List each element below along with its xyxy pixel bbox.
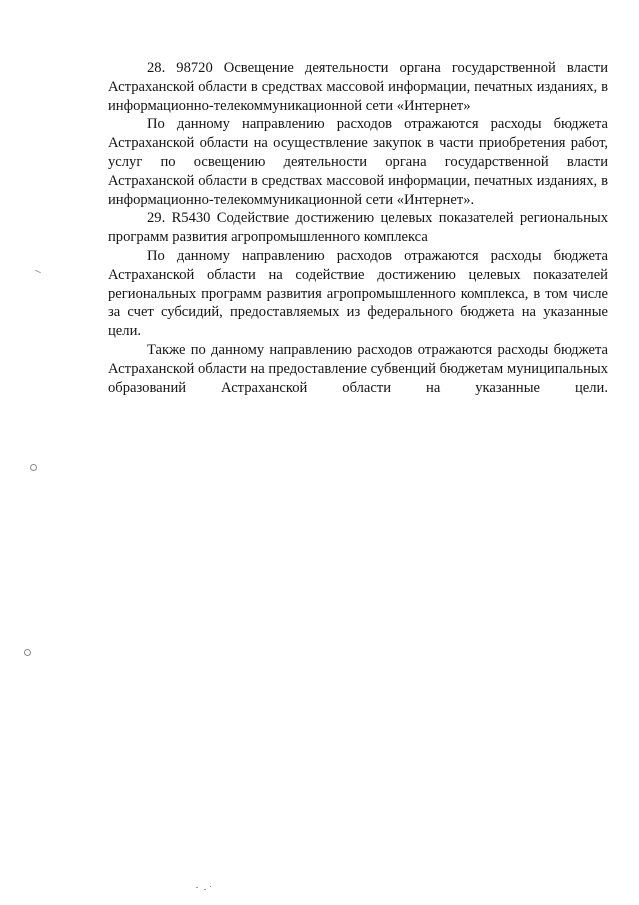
section-29-additional-note: Также по данному направлению расходов отражаются расходы бюджета Астраханской области на предоставление субвенций бюджетам муниципальных образований Астраханской области на указанные цели. [108,341,608,396]
scan-speck [35,270,41,273]
punch-hole-mark [24,649,31,656]
document-body [108,59,608,397]
section-29-heading: 29. R5430 Содействие достижению целевых показателей региональных программ развития агропромышленного комплекса [108,210,608,246]
section-28-description: По данному направлению расходов отражаются расходы бюджета Астраханской области на осуществление закупок в части приобретения работ, услуг по освещению деятельности органа государственной власти Астраханской области в средствах массовой информации, печатных изданиях, в информационно-телекоммуникационной сети «Интернет». [108,116,608,208]
scan-speck [196,887,198,888]
scan-speck [204,889,206,890]
punch-hole-mark [30,464,37,471]
scan-speck [210,886,211,887]
section-28-heading: 28. 98720 Освещение деятельности органа государственной власти Астраханской области в средствах массовой информации, печатных изданиях, в информационно-телекоммуникационной сети «Интернет» [108,60,608,114]
section-29-description: По данному направлению расходов отражаются расходы бюджета Астраханской области на содействие достижению целевых показателей региональных программ развития агропромышленного комплекса, в том числе за счет субсидий, предоставляемых из федерального бюджета на указанные цели. [108,247,608,340]
